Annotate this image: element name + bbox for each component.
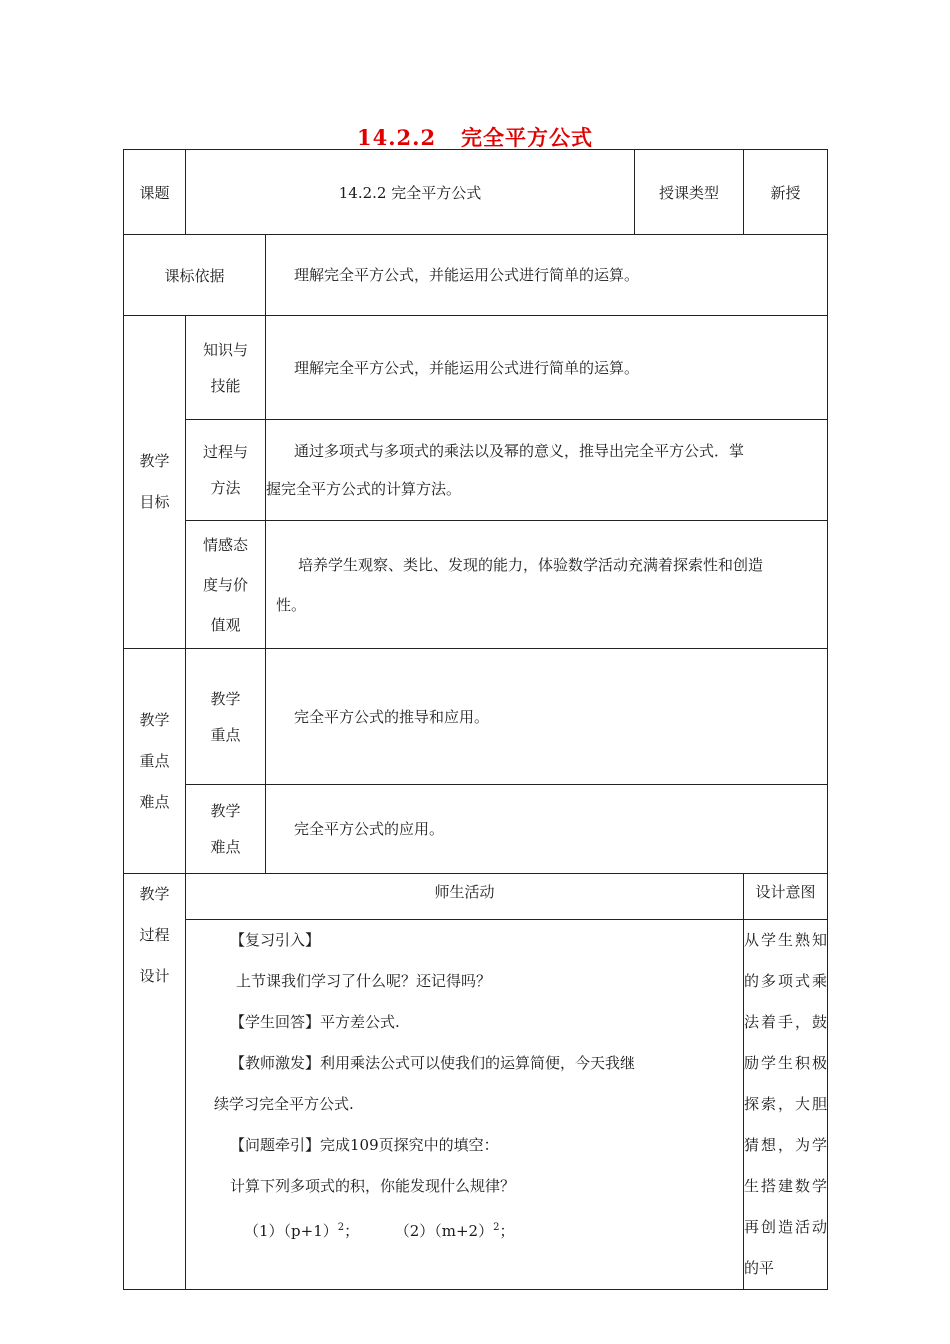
key-label-line2: 重点: [139, 751, 170, 770]
activity-content: [186, 920, 744, 1290]
goal-knowledge-row: [124, 316, 828, 420]
goals-label-line2: 目标: [139, 493, 170, 511]
activity-line-7: 计算下列多项式的积，你能发现什么规律？: [230, 1177, 516, 1195]
activity-line-8: [186, 1207, 743, 1252]
exercise-2-tail: ；: [499, 1222, 515, 1240]
title-number: 14.2.2: [356, 125, 437, 150]
key-label-line3: 难点: [139, 792, 170, 811]
goals-label-line1: 教学: [139, 452, 170, 470]
design-label-line3: 设计: [139, 967, 170, 985]
exercise-2-exponent: 2: [493, 1222, 500, 1233]
exercise-1-tail: ；: [344, 1222, 360, 1240]
activity-header: 师生活动: [186, 874, 744, 920]
difficulty-label-line2: 难点: [210, 838, 241, 856]
basis-label: 课标依据: [124, 235, 266, 316]
key-label-line1: 教学: [139, 710, 170, 729]
topic-value: 14.2.2 完全平方公式: [186, 150, 635, 235]
design-label: [124, 874, 186, 1290]
design-content-row: [124, 920, 828, 1290]
type-value: 新授: [744, 150, 828, 235]
difficulty-label-line1: 教学: [210, 802, 241, 820]
focus-row: [124, 649, 828, 785]
page-title: [0, 122, 950, 152]
emotion-label-line2: 度与价: [202, 575, 248, 594]
activity-line-6: 【问题牵引】完成109页探究中的填空：: [230, 1136, 499, 1154]
goal-emotion-row: [124, 521, 828, 649]
difficulty-value: 完全平方公式的应用。: [266, 785, 828, 874]
key-label: [124, 649, 186, 874]
emotion-line2: 性。: [276, 595, 307, 614]
process-line2: 握完全平方公式的计算方法。: [266, 480, 462, 498]
activity-line-2: 上节课我们学习了什么呢？还记得吗？: [236, 972, 492, 990]
intent-header: 设计意图: [744, 874, 828, 920]
focus-value: 完全平方公式的推导和应用。: [266, 649, 828, 785]
topic-label: 课题: [124, 150, 186, 235]
exercise-1: （1）（p+1）: [244, 1222, 338, 1240]
exercise-2: （2）（m+2）: [394, 1222, 494, 1240]
type-label: 授课类型: [635, 150, 744, 235]
emotion-label: [186, 521, 266, 649]
focus-label-line2: 重点: [210, 725, 241, 744]
process-value: [266, 420, 828, 521]
emotion-line1: 培养学生观察、类比、发现的能力，体验数学活动充满着探索性和创造: [298, 555, 764, 574]
knowledge-label-line1: 知识与: [202, 340, 248, 359]
activity-line-1: 【复习引入】: [230, 931, 321, 949]
design-header-row: [124, 874, 828, 920]
process-label: [186, 420, 266, 521]
activity-line-3: 【学生回答】平方差公式.: [230, 1013, 400, 1031]
emotion-value: [266, 521, 828, 649]
title-name: 完全平方公式: [461, 125, 593, 150]
exercise-1-exponent: 2: [337, 1222, 345, 1233]
process-line1: 通过多项式与多项式的乘法以及幂的意义，推导出完全平方公式．掌: [294, 442, 745, 460]
lesson-plan-table: [123, 149, 828, 1290]
emotion-label-line3: 值观: [210, 615, 241, 634]
basis-row: [124, 235, 828, 316]
focus-label-line1: 教学: [210, 689, 241, 708]
difficulty-row: [124, 785, 828, 874]
emotion-label-line1: 情感态: [202, 535, 248, 554]
process-label-line1: 过程与: [202, 443, 248, 461]
process-label-line2: 方法: [210, 479, 241, 497]
goals-label: [124, 316, 186, 649]
goal-process-row: [124, 420, 828, 521]
design-label-line2: 过程: [139, 926, 170, 944]
knowledge-value: 理解完全平方公式，并能运用公式进行简单的运算。: [266, 316, 828, 420]
knowledge-label-line2: 技能: [210, 376, 241, 395]
focus-label: [186, 649, 266, 785]
topic-row: [124, 150, 828, 235]
intent-content: 从学生熟知的多项式乘法着手，鼓励学生积极探索，大胆猜想，为学生搭建数学再创造活动的平: [744, 920, 828, 1290]
activity-line-5: 续学习完全平方公式.: [214, 1095, 354, 1113]
knowledge-label: [186, 316, 266, 420]
activity-line-4: 【教师激发】利用乘法公式可以使我们的运算简便，今天我继: [230, 1054, 636, 1072]
design-label-line1: 教学: [139, 885, 170, 903]
difficulty-label: [186, 785, 266, 874]
basis-value: 理解完全平方公式，并能运用公式进行简单的运算。: [266, 235, 828, 316]
